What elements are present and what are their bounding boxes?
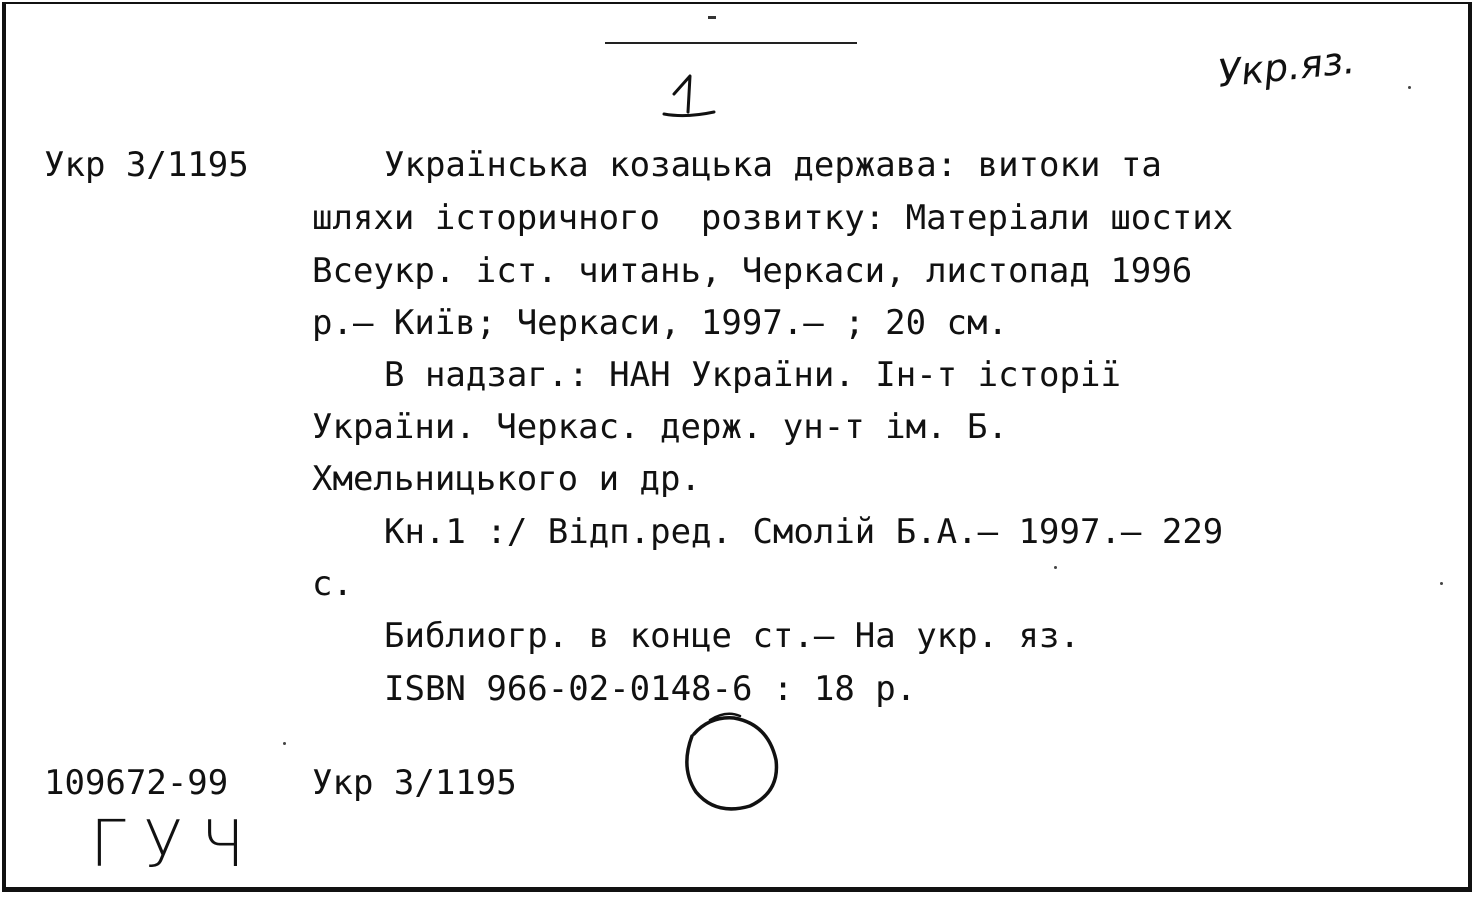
bibliography-note: Библиогр. в конце ст.– На укр. яз. [384, 616, 1080, 656]
handwritten-location-mark: ГУЧ [90, 808, 263, 882]
title-line-1-text: Українська козацька держава: витоки та [384, 145, 1162, 185]
handwritten-language-mark: Укр.яз. [1215, 37, 1357, 96]
title-line-4: р.– Київ; Черкаси, 1997.– ; 20 см. [312, 303, 1008, 343]
top-rule [605, 42, 857, 44]
note-line-2: України. Черкас. держ. ун-т ім. Б. [312, 407, 1008, 447]
title-line-1 [384, 145, 1418, 185]
volume-line-2: с. [312, 564, 353, 604]
shelf-mark: Укр 3/1195 [312, 763, 517, 803]
speck [1408, 86, 1411, 89]
title-line-3: Всеукр. іст. читань, Черкаси, листопад 1996 [312, 251, 1193, 291]
title-line-2: шляхи історичного розвитку: Матеріали шостих [312, 198, 1234, 238]
speck [1054, 566, 1057, 569]
accession-number: 109672-99 [44, 763, 229, 803]
circle-stamp-mark [670, 708, 790, 818]
speck [1440, 582, 1443, 585]
isbn-line: ISBN 966-02-0148-6 : 18 р. [384, 669, 917, 709]
note-line-1: В надзаг.: НАН України. Ін-т історії [384, 355, 1121, 395]
handwritten-number [660, 72, 720, 124]
note-line-3: Хмельницького и др. [312, 459, 701, 499]
call-number: Укр 3/1195 [44, 145, 249, 185]
speck [283, 742, 286, 745]
volume-line-1: Кн.1 :/ Відп.ред. Смолій Б.А.– 1997.– 229 [384, 512, 1224, 552]
top-tick-mark [708, 16, 716, 19]
